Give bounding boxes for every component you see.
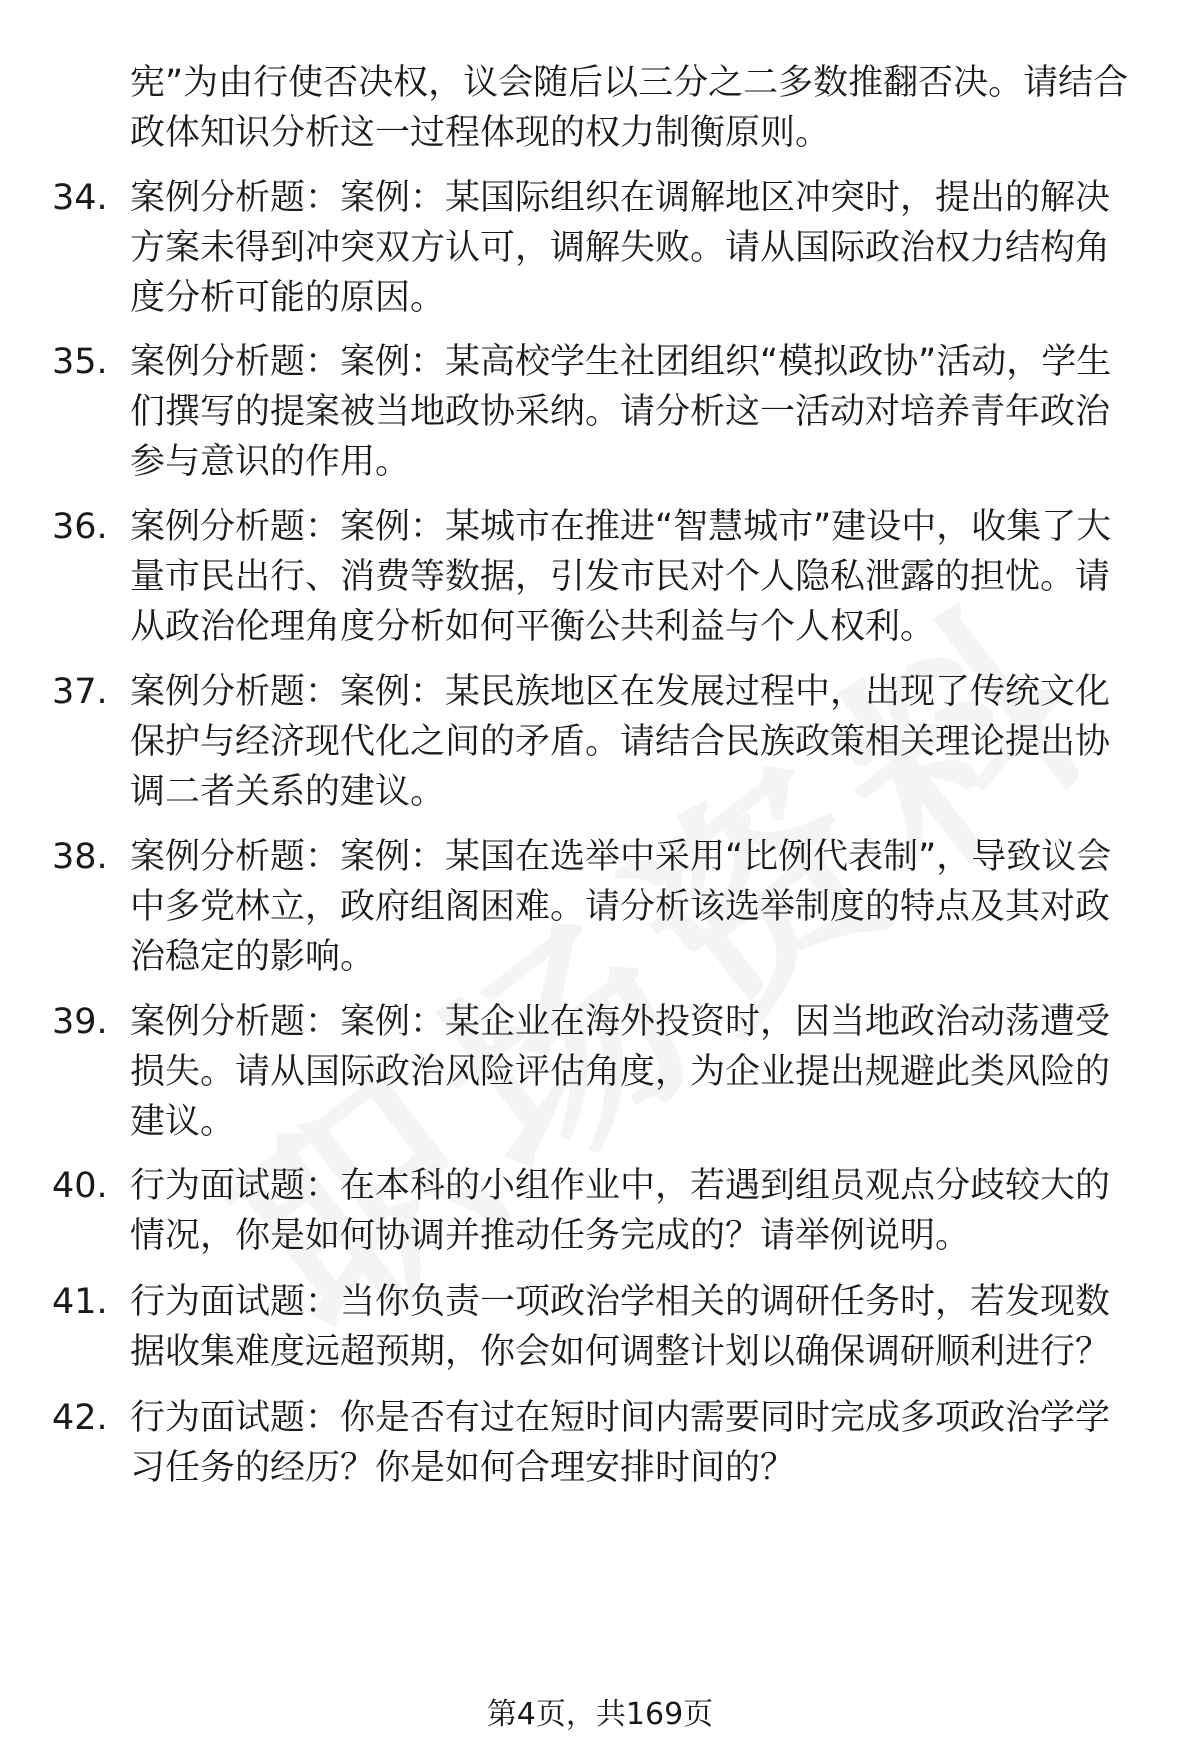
question-number: 34. xyxy=(52,178,108,218)
question-number: 38. xyxy=(52,837,108,877)
question-number: 42. xyxy=(52,1398,108,1438)
question-text: 案例分析题：案例：某高校学生社团组织“模拟政协”活动，学生们撰写的提案被当地政协采纳。请分析这一活动对培养青年政治参与意识的作用。 xyxy=(130,342,1112,482)
question-text: 案例分析题：案例：某城市在推进“智慧城市”建设中，收集了大量市民出行、消费等数据，引发市民对个人隐私泄露的担忧。请从政治伦理角度分析如何平衡公共利益与个人权利。 xyxy=(130,507,1112,647)
question-number: 35. xyxy=(52,342,108,382)
question-text: 行为面试题：你是否有过在短时间内需要同时完成多项政治学学习任务的经历？你是如何合理安排时间的？ xyxy=(130,1398,1111,1488)
question-number: 36. xyxy=(52,507,108,547)
question-text: 案例分析题：案例：某民族地区在发展过程中，出现了传统文化保护与经济现代化之间的矛盾。请结合民族政策相关理论提出协调二者关系的建议。 xyxy=(130,672,1111,812)
question-text: 案例分析题：案例：某国在选举中采用“比例代表制”，导致议会中多党林立，政府组阁困难。请分析该选举制度的特点及其对政治稳定的影响。 xyxy=(130,837,1112,977)
question-text: 行为面试题：在本科的小组作业中，若遇到组员观点分歧较大的情况，你是如何协调并推动任务完成的？请举例说明。 xyxy=(130,1166,1111,1256)
question-number: 39. xyxy=(52,1002,108,1042)
question-number: 40. xyxy=(52,1166,108,1206)
question-text: 行为面试题：当你负责一项政治学相关的调研任务时，若发现数据收集难度远超预期，你会如何调整计划以确保调研顺利进行？ xyxy=(130,1282,1111,1372)
question-number: 41. xyxy=(52,1282,108,1322)
question-text: 案例分析题：案例：某国际组织在调解地区冲突时，提出的解决方案未得到冲突双方认可，调解失败。请从国际政治权力结构角度分析可能的原因。 xyxy=(130,178,1111,318)
continued-question-text: 宪”为由行使否决权，议会随后以三分之二多数推翻否决。请结合政体知识分析这一过程体现的权力制衡原则。 xyxy=(130,63,1129,153)
question-text: 案例分析题：案例：某企业在海外投资时，因当地政治动荡遭受损失。请从国际政治风险评估角度，为企业提出规避此类风险的建议。 xyxy=(130,1002,1111,1142)
page-footer: 第4页，共169页 xyxy=(486,1697,714,1732)
question-number: 37. xyxy=(52,672,108,712)
